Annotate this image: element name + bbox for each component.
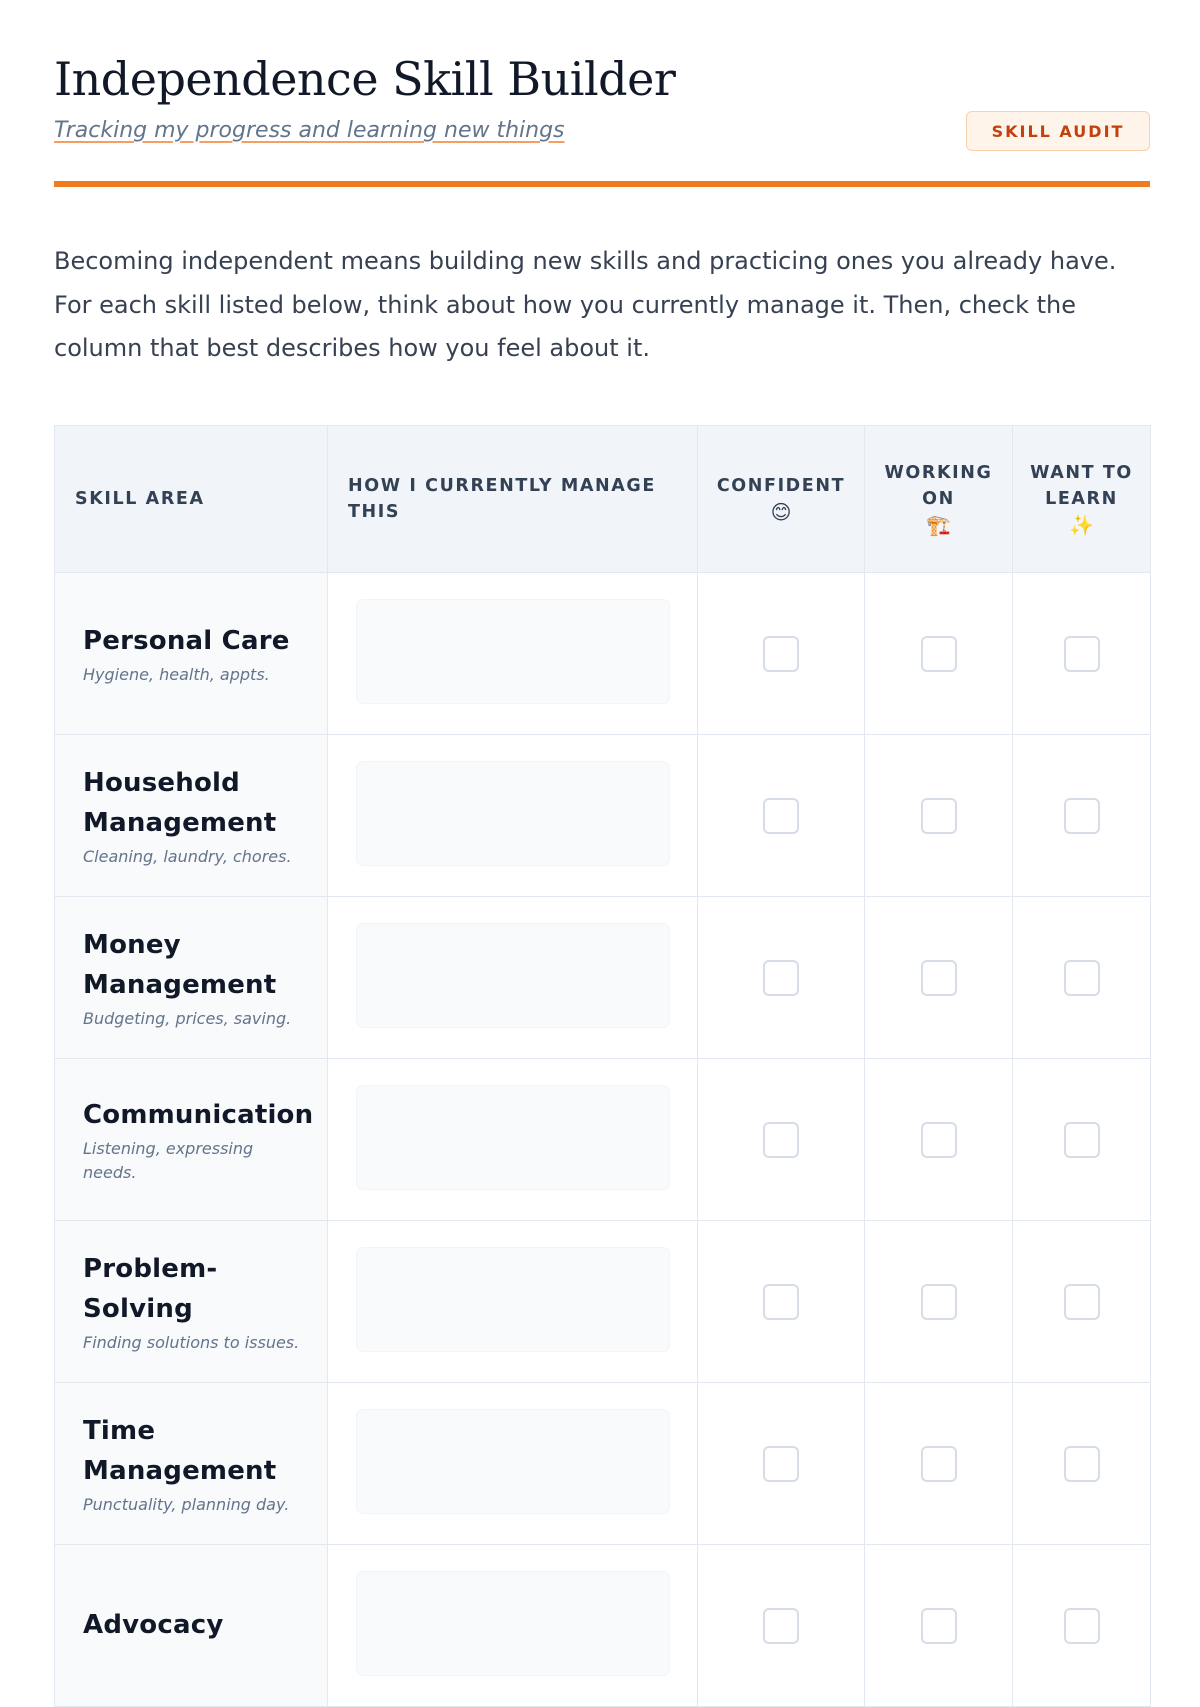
confident-cell — [698, 1059, 865, 1221]
intro-paragraph: Becoming independent means building new skills and practicing ones you already have. For each skill listed below, think about how you currently manage it. Then, check the column that best describes how you feel about it. — [54, 247, 1117, 362]
confident-cell — [698, 1221, 865, 1383]
column-header-skill-area — [55, 426, 328, 573]
confident-checkbox[interactable] — [763, 1122, 799, 1158]
how-i-manage-field[interactable] — [356, 1409, 670, 1514]
manage-cell — [328, 573, 698, 735]
page-title: Independence Skill Builder — [54, 52, 676, 106]
confident-cell — [698, 1383, 865, 1545]
skill-description: Listening, expressing needs. — [83, 1138, 254, 1182]
skill-description: Punctuality, planning day. — [83, 1494, 290, 1514]
confident-cell — [698, 573, 865, 735]
working-on-cell — [865, 1221, 1013, 1383]
skill-name: Problem-Solving — [83, 1253, 218, 1324]
want-to-learn-checkbox[interactable] — [1064, 798, 1100, 834]
skill-name: Household Management — [83, 767, 277, 838]
skills-table — [54, 425, 1151, 1707]
manage-cell — [328, 1383, 698, 1545]
column-header-how-i-manage-label: HOW I CURRENTLY MANAGE THIS — [348, 476, 656, 522]
working-on-checkbox[interactable] — [921, 636, 957, 672]
confident-cell — [698, 1545, 865, 1707]
working-on-cell — [865, 573, 1013, 735]
want-to-learn-checkbox[interactable] — [1064, 1284, 1100, 1320]
confident-checkbox[interactable] — [763, 960, 799, 996]
how-i-manage-field[interactable] — [356, 761, 670, 866]
want-to-learn-cell — [1013, 1383, 1151, 1545]
skill-name: Time Management — [83, 1415, 277, 1486]
column-header-want-to-learn-label: WANT TO LEARN — [1030, 463, 1133, 509]
how-i-manage-field[interactable] — [356, 1571, 670, 1676]
how-i-manage-field[interactable] — [356, 923, 670, 1028]
column-header-want-to-learn — [1013, 426, 1151, 573]
working-on-cell — [865, 897, 1013, 1059]
confident-checkbox[interactable] — [763, 798, 799, 834]
how-i-manage-field[interactable] — [356, 1085, 670, 1190]
skill-name: Communication — [83, 1099, 314, 1130]
skill-cell — [55, 1545, 328, 1707]
skill-name: Personal Care — [83, 625, 290, 656]
want-to-learn-checkbox[interactable] — [1064, 1446, 1100, 1482]
skill-name: Advocacy — [83, 1609, 224, 1640]
skill-cell — [55, 573, 328, 735]
skill-cell — [55, 1221, 328, 1383]
construction-icon: 🏗️ — [926, 513, 951, 537]
skill-audit-badge: SKILL AUDIT — [966, 111, 1150, 151]
column-header-working-on — [865, 426, 1013, 573]
skill-name: Money Management — [83, 929, 277, 1000]
table-row — [55, 897, 1151, 1059]
table-row — [55, 573, 1151, 735]
skill-description: Hygiene, health, appts. — [83, 664, 270, 684]
working-on-cell — [865, 1545, 1013, 1707]
column-header-skill-area-label: SKILL AREA — [75, 489, 205, 509]
want-to-learn-cell — [1013, 1059, 1151, 1221]
table-header-row — [55, 426, 1151, 573]
skill-cell — [55, 1059, 328, 1221]
manage-cell — [328, 735, 698, 897]
skill-cell — [55, 897, 328, 1059]
want-to-learn-checkbox[interactable] — [1064, 960, 1100, 996]
want-to-learn-cell — [1013, 897, 1151, 1059]
confident-checkbox[interactable] — [763, 636, 799, 672]
skill-description: Budgeting, prices, saving. — [83, 1008, 292, 1028]
working-on-cell — [865, 735, 1013, 897]
skill-cell — [55, 735, 328, 897]
smile-icon: 😊 — [770, 500, 792, 524]
working-on-cell — [865, 1383, 1013, 1545]
table-row — [55, 1383, 1151, 1545]
want-to-learn-cell — [1013, 1545, 1151, 1707]
skills-table-body — [55, 573, 1151, 1707]
want-to-learn-cell — [1013, 573, 1151, 735]
want-to-learn-checkbox[interactable] — [1064, 1122, 1100, 1158]
working-on-checkbox[interactable] — [921, 960, 957, 996]
table-row — [55, 735, 1151, 897]
table-row — [55, 1059, 1151, 1221]
manage-cell — [328, 1059, 698, 1221]
confident-checkbox[interactable] — [763, 1446, 799, 1482]
page-subtitle: Tracking my progress and learning new things — [54, 118, 565, 143]
want-to-learn-checkbox[interactable] — [1064, 1608, 1100, 1644]
want-to-learn-checkbox[interactable] — [1064, 636, 1100, 672]
skill-cell — [55, 1383, 328, 1545]
manage-cell — [328, 897, 698, 1059]
column-header-confident-label: CONFIDENT — [716, 476, 846, 496]
column-header-how-i-manage — [328, 426, 698, 573]
manage-cell — [328, 1221, 698, 1383]
want-to-learn-cell — [1013, 1221, 1151, 1383]
working-on-checkbox[interactable] — [921, 1446, 957, 1482]
skill-description: Finding solutions to issues. — [83, 1332, 300, 1352]
confident-cell — [698, 735, 865, 897]
working-on-checkbox[interactable] — [921, 1284, 957, 1320]
working-on-checkbox[interactable] — [921, 1122, 957, 1158]
confident-checkbox[interactable] — [763, 1284, 799, 1320]
how-i-manage-field[interactable] — [356, 599, 670, 704]
column-header-confident — [698, 426, 865, 573]
working-on-checkbox[interactable] — [921, 1608, 957, 1644]
want-to-learn-cell — [1013, 735, 1151, 897]
confident-cell — [698, 897, 865, 1059]
working-on-cell — [865, 1059, 1013, 1221]
how-i-manage-field[interactable] — [356, 1247, 670, 1352]
column-header-working-on-label: WORKING ON — [884, 463, 993, 509]
table-row — [55, 1545, 1151, 1707]
header-divider — [54, 181, 1150, 187]
confident-checkbox[interactable] — [763, 1608, 799, 1644]
skill-description: Cleaning, laundry, chores. — [83, 846, 292, 866]
sparkles-icon: ✨ — [1069, 513, 1094, 537]
table-row — [55, 1221, 1151, 1383]
working-on-checkbox[interactable] — [921, 798, 957, 834]
manage-cell — [328, 1545, 698, 1707]
